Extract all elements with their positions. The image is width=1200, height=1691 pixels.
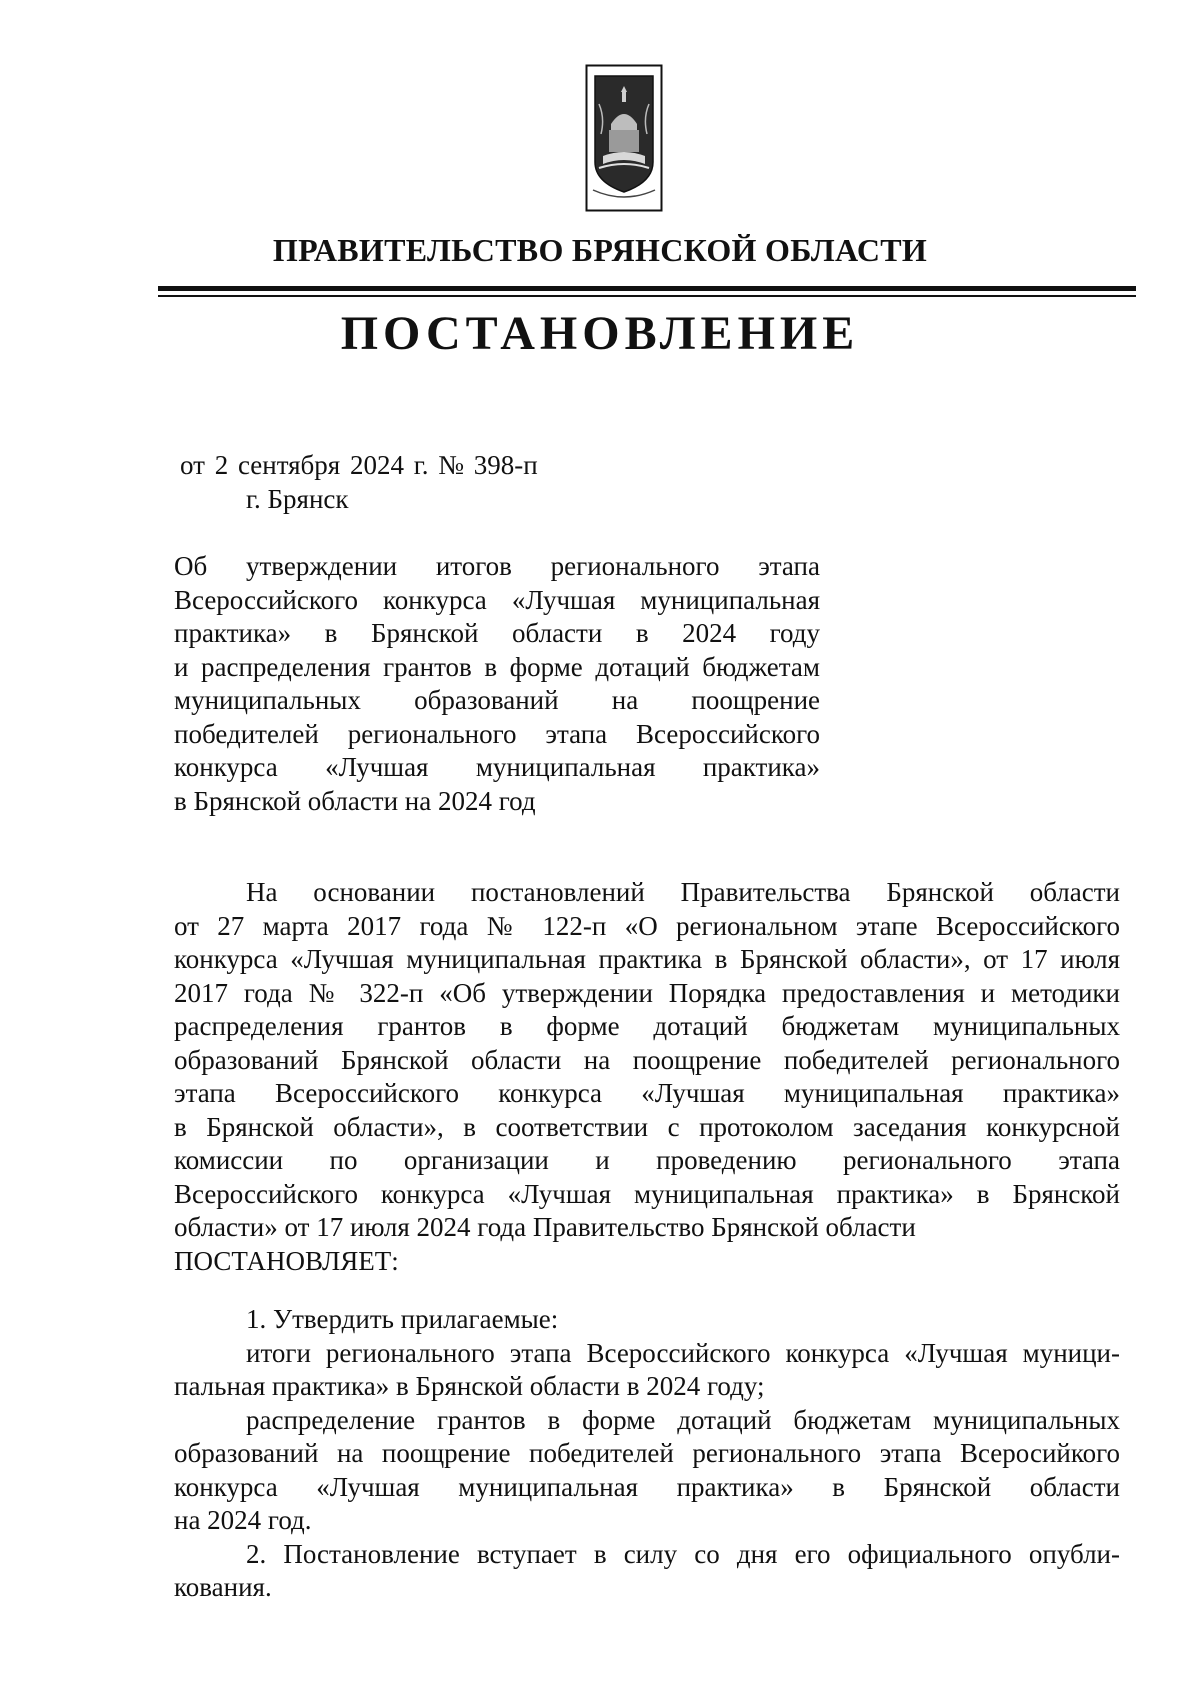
preamble-line: На основании постановлений Правительства Брянской области (246, 877, 1120, 907)
resolution-items (174, 1303, 1120, 1605)
item-1b-line: распределение грантов в форме дотаций бюджетам муниципальных (246, 1404, 1120, 1435)
title-line: муниципальных образований на поощрение (174, 685, 820, 715)
document-city: г. Брянск (246, 484, 349, 514)
header-rule-thin (158, 295, 1136, 297)
coat-of-arms-emblem (585, 64, 663, 212)
organization-name: ПРАВИТЕЛЬСТВО БРЯНСКОЙ ОБЛАСТИ (272, 232, 928, 268)
header-rule-thick (158, 286, 1136, 291)
preamble-line: 2017 года № 322-п «Об утверждении Порядка предоставления и методики (174, 977, 1120, 1008)
preamble-line: области» от 17 июля 2024 года Правительство Брянской области (174, 1212, 916, 1242)
resolves-keyword: ПОСТАНОВЛЯЕТ: (174, 1245, 399, 1276)
item-2-line: 2. Постановление вступает в силу со дня его официального опубли- (246, 1538, 1120, 1569)
item-1b-line: образований на поощрение победителей регионального этапа Всеросийкого (174, 1438, 1120, 1468)
preamble-line: в Брянской области», в соответствии с протоколом заседания конкурсной (174, 1111, 1120, 1142)
preamble-line: конкурса «Лучшая муниципальная практика в Брянской области», от 17 июля (174, 944, 1120, 974)
preamble-paragraph (174, 876, 1120, 1278)
item-1a-line: пальная практика» в Брянской области в 2024 году; (174, 1371, 765, 1401)
preamble-line: комиссии по организации и проведению регионального этапа (174, 1145, 1120, 1175)
title-line: практика» в Брянской области в 2024 году (174, 618, 820, 648)
item-1a-line: итоги регионального этапа Всероссийского конкурса «Лучшая муници- (246, 1337, 1120, 1368)
item-1b-line: конкурса «Лучшая муниципальная практика» в Брянской области (174, 1471, 1120, 1502)
document-title (174, 550, 820, 818)
preamble-line: от 27 марта 2017 года № 122-п «О региональном этапе Всероссийского (174, 910, 1120, 941)
item-1-heading: 1. Утвердить прилагаемые: (246, 1304, 559, 1334)
preamble-line: этапа Всероссийского конкурса «Лучшая муниципальная практика» (174, 1078, 1120, 1108)
document-type: ПОСТАНОВЛЕНИЕ (340, 307, 860, 360)
title-line: Всероссийского конкурса «Лучшая муниципальная (174, 584, 820, 615)
document-date-number: от 2 сентября 2024 г. № 398-п (180, 450, 538, 480)
preamble-line: Всероссийского конкурса «Лучшая муниципальная практика» в Брянской (174, 1178, 1120, 1209)
preamble-line: распределения грантов в форме дотаций бюджетам муниципальных (174, 1011, 1120, 1041)
title-line: победителей регионального этапа Всероссийского (174, 718, 820, 749)
title-line: конкурса «Лучшая муниципальная практика» (174, 752, 820, 782)
title-line: Об утверждении итогов регионального этапа (174, 551, 820, 581)
preamble-line: образований Брянской области на поощрение победителей регионального (174, 1044, 1120, 1075)
title-line: и распределения грантов в форме дотаций бюджетам (174, 651, 820, 682)
item-1b-line: на 2024 год. (174, 1505, 312, 1535)
title-line: в Брянской области на 2024 год (174, 785, 536, 816)
item-2-line: кования. (174, 1572, 272, 1602)
